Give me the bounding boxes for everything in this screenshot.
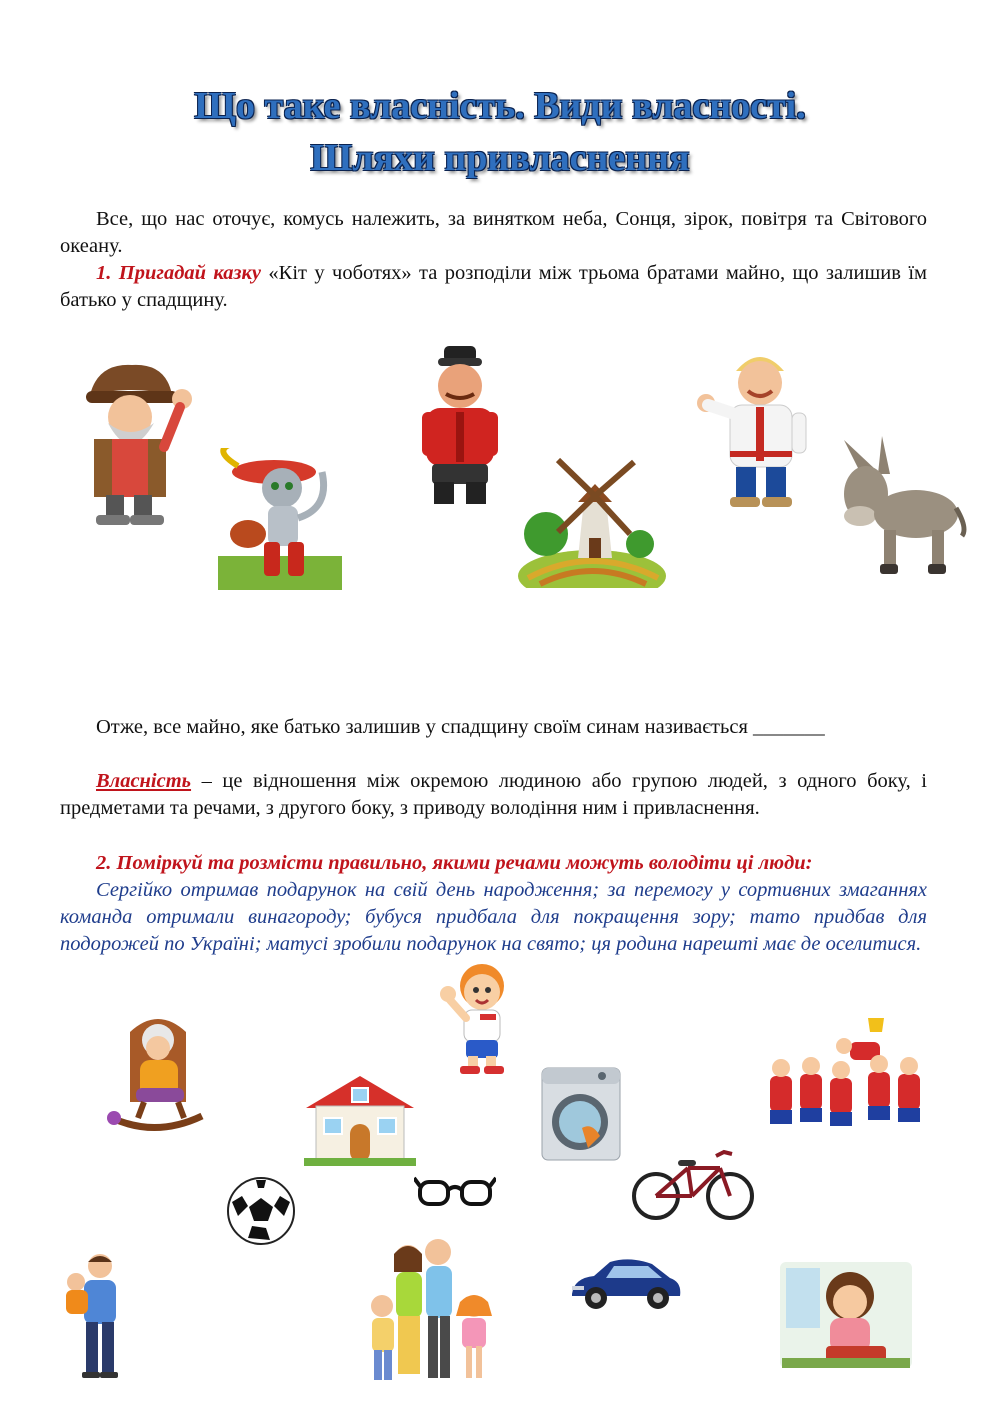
mother-cooking-icon[interactable] — [780, 1262, 912, 1368]
puss-in-boots-icon[interactable] — [218, 448, 342, 590]
definition-paragraph — [60, 768, 927, 822]
grandma-rocking-chair-icon[interactable] — [104, 1010, 206, 1132]
donkey-icon[interactable] — [836, 432, 970, 580]
old-father-icon[interactable] — [68, 355, 196, 527]
father-son-icon[interactable] — [58, 1252, 134, 1380]
family-icon[interactable] — [352, 1236, 508, 1388]
conclusion-paragraph: Отже, все майно, яке батько залишив у спадщину своїм синам називається _______ — [96, 716, 825, 738]
windmill-icon[interactable] — [518, 448, 666, 588]
intro-paragraph: Все, що нас оточує, комусь належить, за винятком неба, Сонця, зірок, повітря та Світового океану. — [60, 208, 927, 257]
soccer-ball-icon[interactable] — [226, 1176, 296, 1246]
task-1-paragraph — [60, 260, 927, 314]
bicycle-icon[interactable] — [632, 1146, 754, 1222]
brother-embroidered-shirt-icon[interactable] — [694, 343, 826, 511]
task-2-label: 2. Поміркуй та розмісти правильно, якими речами можуть володіти ці люди: — [96, 852, 813, 874]
task-2-text: Сергійко отримав подарунок на свій день народження; за перемогу у сортивних змаганнях команда отримали винагороду; бубуся придбала для покращення зору; тато придбав для подорожей по Україні; матусі зробили подарунок на свято; ця родина нарешті має де оселитися. — [60, 879, 927, 955]
brother-cossack-icon[interactable] — [398, 342, 520, 514]
sports-team-icon[interactable] — [764, 1012, 928, 1146]
definition-text: – це відношення між окремою людиною або групою людей, з одного боку, і предметами та речами, з другого боку, з приводу володіння ним і привласнення. — [60, 770, 927, 819]
boy-thumbs-up-icon[interactable] — [436, 960, 526, 1076]
page-title-line-2: Шляхи привласнення — [310, 137, 690, 179]
house-icon[interactable] — [304, 1072, 416, 1166]
task-1-text: «Кіт у чоботях» та розподіли між трьома братами майно, що залишив їм батько у спадщину. — [60, 262, 927, 311]
washing-machine-icon[interactable] — [540, 1066, 622, 1162]
task-1-label: 1. Пригадай казку — [96, 262, 262, 284]
car-icon[interactable] — [568, 1252, 684, 1316]
page-title-line-1: Що таке власність. Види власності. — [194, 85, 806, 127]
definition-term: Власність — [96, 770, 192, 792]
eyeglasses-icon[interactable] — [414, 1172, 496, 1212]
